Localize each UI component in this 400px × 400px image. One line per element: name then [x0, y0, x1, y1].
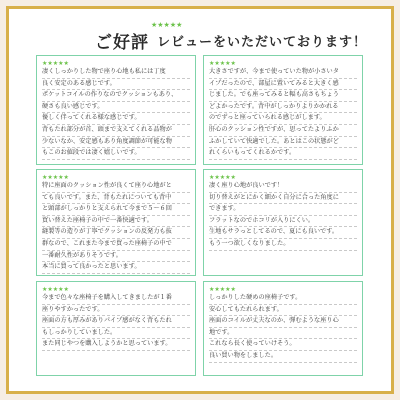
review-line: 群なので、これまた今まで買った座椅子の中で — [42, 239, 190, 251]
review-line: しっかりした硬めの座椅子です。 — [209, 293, 357, 305]
review-line: じました。でも座ってみると幅も高さもちょう — [209, 90, 357, 102]
rating-stars-icon: ★★★★★ — [42, 60, 69, 67]
review-card — [36, 281, 196, 376]
review-line: フラットなのでホコリが入りにくい。 — [209, 216, 357, 228]
review-line: 今まで色々な座椅子を購入してきましたが１番 — [42, 293, 190, 305]
review-line: 凄くしっかりした物で座り心地も私には丁度 — [42, 67, 190, 79]
review-line: 座りやすかったです。 — [42, 305, 190, 317]
banner-header — [9, 19, 391, 59]
review-line: イプだったので、部屋に置いてみると大きく感 — [209, 79, 357, 91]
review-line: もう一つ欲しくなりました。 — [209, 239, 357, 251]
review-line: 買い替えた座椅子の中で一番快適です。 — [42, 216, 190, 228]
review-line: 座面の方も厚みがありパイプ感がなく背もたれ — [42, 316, 190, 328]
review-card — [36, 55, 196, 165]
review-line: 大きさですが、今まで使っていた物が小さいタ — [209, 67, 357, 79]
review-line: 良く安定のある感じです。 — [42, 79, 190, 91]
rating-stars-icon: ★★★★★ — [209, 60, 236, 67]
review-line: 地です。 — [209, 328, 357, 340]
review-line: 少ないなか、安定感もあり角度調節が可能な物 — [42, 137, 190, 149]
title-highlight: ご好評 — [95, 33, 149, 53]
review-card — [203, 281, 363, 376]
review-line: 本当に買って良かったと思います。 — [42, 262, 190, 274]
review-line: 生地もサラっとしてるので、夏にも良いです。 — [209, 227, 357, 239]
review-line: また同じやつを購入しようかと思っています。 — [42, 339, 190, 351]
review-line: のでずっと座っていられる感じがします。 — [209, 113, 357, 125]
review-line: これなら長く使っていけそう。 — [209, 339, 357, 351]
review-line: れくらいもってくれるかです。 — [209, 148, 357, 160]
rating-stars-icon: ★★★★★ — [209, 174, 236, 181]
review-line: 優しく伴ってくれる様な感じです。 — [42, 113, 190, 125]
rating-stars-icon: ★★★★★ — [42, 286, 69, 293]
review-line: 縫製等の造りが丁寧でクッションの反発力も抜 — [42, 227, 190, 239]
review-line: 背もたれ部分が首、頭まで支えてくれる品物が — [42, 125, 190, 137]
title-text: レビューをいただいております！ — [157, 35, 368, 50]
rating-stars-icon: ★★★★★ — [42, 174, 69, 181]
review-line: 肝心のクッション性ですが、思ってたよりふか — [209, 125, 357, 137]
review-line: できます。 — [209, 204, 357, 216]
review-card — [36, 169, 196, 276]
review-line: 良い買い物をしました。 — [209, 351, 357, 363]
review-line: ふかしていて快適でした。あとはこの状態がど — [209, 137, 357, 149]
review-line: どよかったです。背中がしっかりよりかかれる — [209, 102, 357, 114]
review-card — [203, 55, 363, 165]
review-line: 一番耐久性がありそうです。 — [42, 251, 190, 263]
review-line: もしっかりしていました。 — [42, 328, 190, 340]
review-line: 切り替えがとにかく細かく自分に合った角度に — [209, 193, 357, 205]
review-line: もこのお値段では凄く嬉しいです。 — [42, 148, 190, 160]
rating-stars-icon: ★★★★★ — [209, 286, 236, 293]
review-line: と頭部がしっかりと支えられて今まで５～６回 — [42, 204, 190, 216]
review-line: ても良いです。また、背もたれについても背中 — [42, 193, 190, 205]
review-line: 硬さも良い感じです。 — [42, 102, 190, 114]
review-line: 凄く座り心地が良いです！ — [209, 181, 357, 193]
review-card — [203, 169, 363, 276]
review-line: 特に座面のクッション性が良くて座り心地がと — [42, 181, 190, 193]
review-line: 座面のコイルが丈夫なのか、弾むような座り心 — [209, 316, 357, 328]
review-line: ポケットコイルの作りなのでクッションもあり、 — [42, 90, 190, 102]
review-line: 安心してもたれられます。 — [209, 305, 357, 317]
title-rating-stars-icon: ★★★★★ — [151, 21, 183, 29]
